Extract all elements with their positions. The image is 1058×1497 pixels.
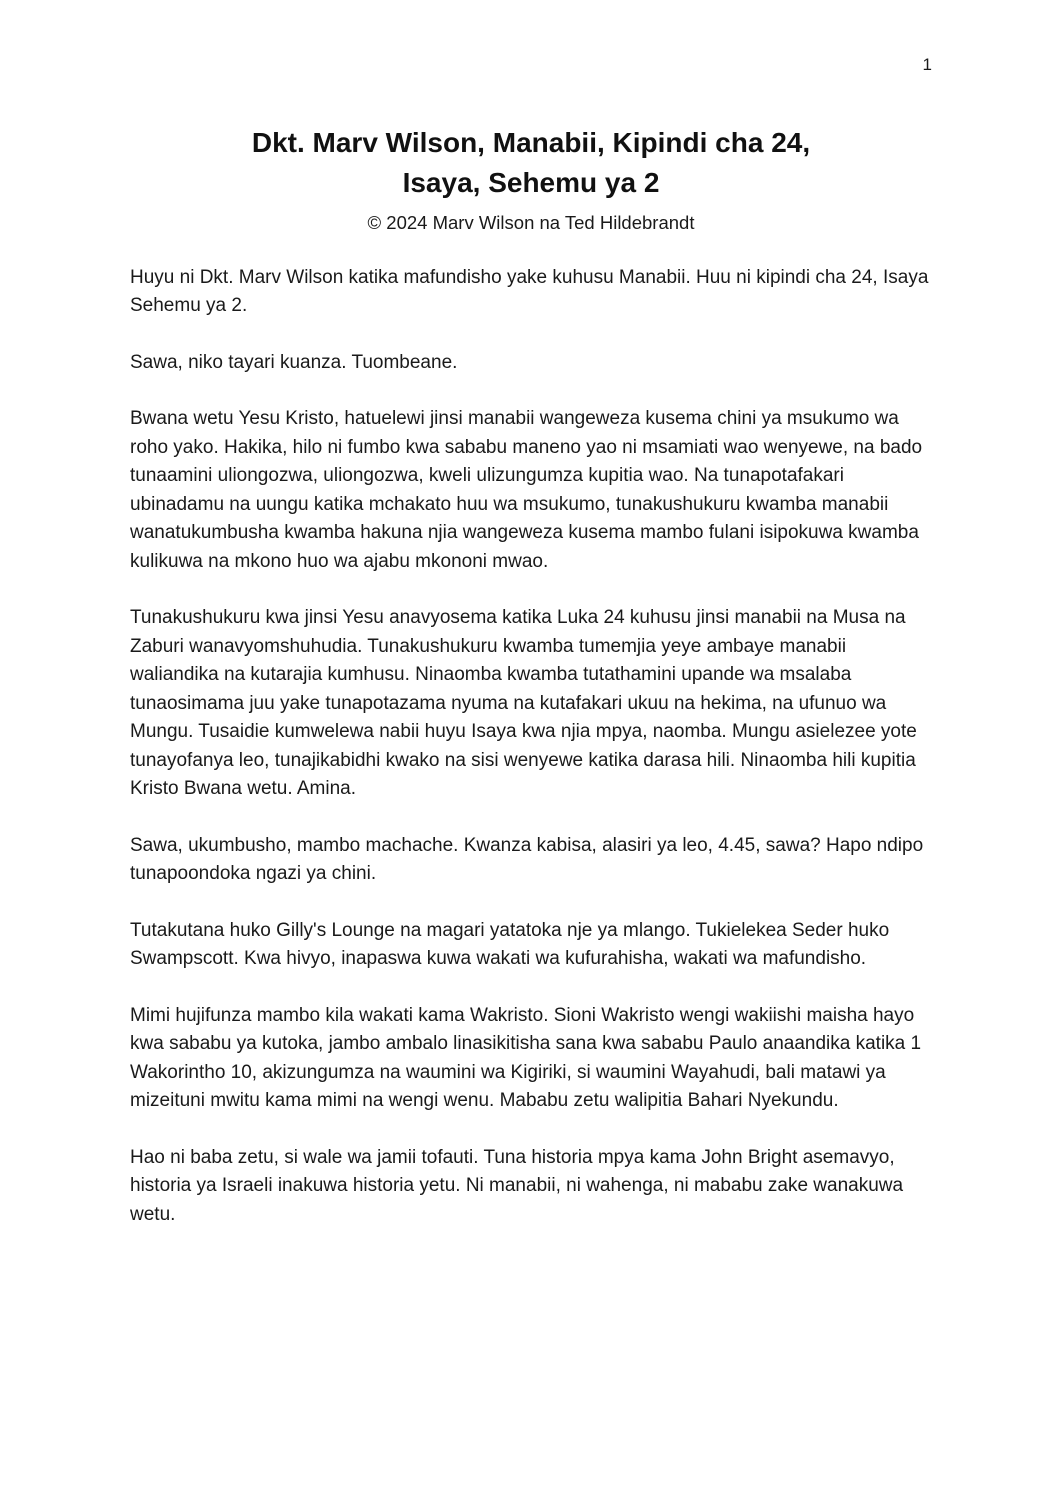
paragraph-intro: Huyu ni Dkt. Marv Wilson katika mafundisho yake kuhusu Manabii. Huu ni kipindi cha 24, Isaya Sehemu ya 2.: [130, 266, 929, 317]
paragraph-teaching-1: Mimi hujifunza mambo kila wakati kama Wakristo. Sioni Wakristo wengi wakiishi maisha hayo kwa sababu ya kutoka, jambo ambalo linasikitisha sana kwa sababu Paulo anaandika katika 1 Wakorintho 10, akizungumza na waumini wa Kigiriki, si waumini Wayahudi, bali matawi ya mizeituni mwitu kama mimi na wengi wenu. Mababu zetu walipitia Bahari Nyekundu.: [130, 1004, 922, 1112]
page-number: 1: [922, 55, 932, 74]
paragraph-reminder: Sawa, ukumbusho, mambo machache. Kwanza kabisa, alasiri ya leo, 4.45, sawa? Hapo ndipo tunapoondoka ngazi ya chini.: [130, 834, 924, 885]
document-body: [130, 264, 932, 1230]
paragraph-teaching-2: Hao ni baba zetu, si wale wa jamii tofauti. Tuna historia mpya kama John Bright asemavyo, historia ya Israeli inakuwa historia yetu. Ni manabii, ni wahenga, ni mababu zake wanakuwa wetu.: [130, 1146, 904, 1225]
paragraph-logistics: Tutakutana huko Gilly's Lounge na magari yatatoka nje ya mlango. Tukielekea Seder huko Swampscott. Kwa hivyo, inapaswa kuwa wakati wa kufurahisha, wakati wa mafundisho.: [130, 919, 890, 970]
document-title: [130, 123, 932, 201]
paragraph-prayer-2: Tunakushukuru kwa jinsi Yesu anavyosema katika Luka 24 kuhusu jinsi manabii na Musa na Zaburi wanavyomshuhudia. Tunakushukuru kwamba tumemjia yeye ambaye manabii waliandika na kutarajia kumhusu. Ninaomba kwamba tutathamini upande wa msalaba tunaosimama juu yake tunapotazama nyuma na kutafakari ukuu na hekima, na ufunuo wa Mungu. Tusaidie kumwelewa nabii huyu Isaya kwa njia mpya, naomba. Mungu asielezee yote tunayofanya leo, tunajikabidhi kwako na sisi wenyewe katika darasa hili. Ninaomba hili kupitia Kristo Bwana wetu. Amina.: [130, 607, 917, 800]
copyright-line: © 2024 Marv Wilson na Ted Hildebrandt: [367, 211, 695, 233]
paragraph-prayer-1: Bwana wetu Yesu Kristo, hatuelewi jinsi manabii wangeweza kusema chini ya msukumo wa roho yako. Hakika, hilo ni fumbo kwa sababu maneno yao ni msamiati wao wenyewe, na bado tunaamini uliongozwa, uliongozwa, kweli ulizungumza kupitia wao. Na tunapotafakari ubinadamu na uungu katika mchakato huu wa msukumo, tunakushukuru kwamba manabii wanatukumbusha kwamba hakuna njia wangeweza kusema mambo fulani isipokuwa kwamba kulikuwa na mkono huo wa ajabu mkononi mwao.: [130, 408, 923, 572]
title-line-2: Isaya, Sehemu ya 2: [402, 166, 660, 198]
paragraph-opening: Sawa, niko tayari kuanza. Tuombeane.: [130, 351, 458, 373]
title-line-1: Dkt. Marv Wilson, Manabii, Kipindi cha 24,: [251, 127, 811, 159]
